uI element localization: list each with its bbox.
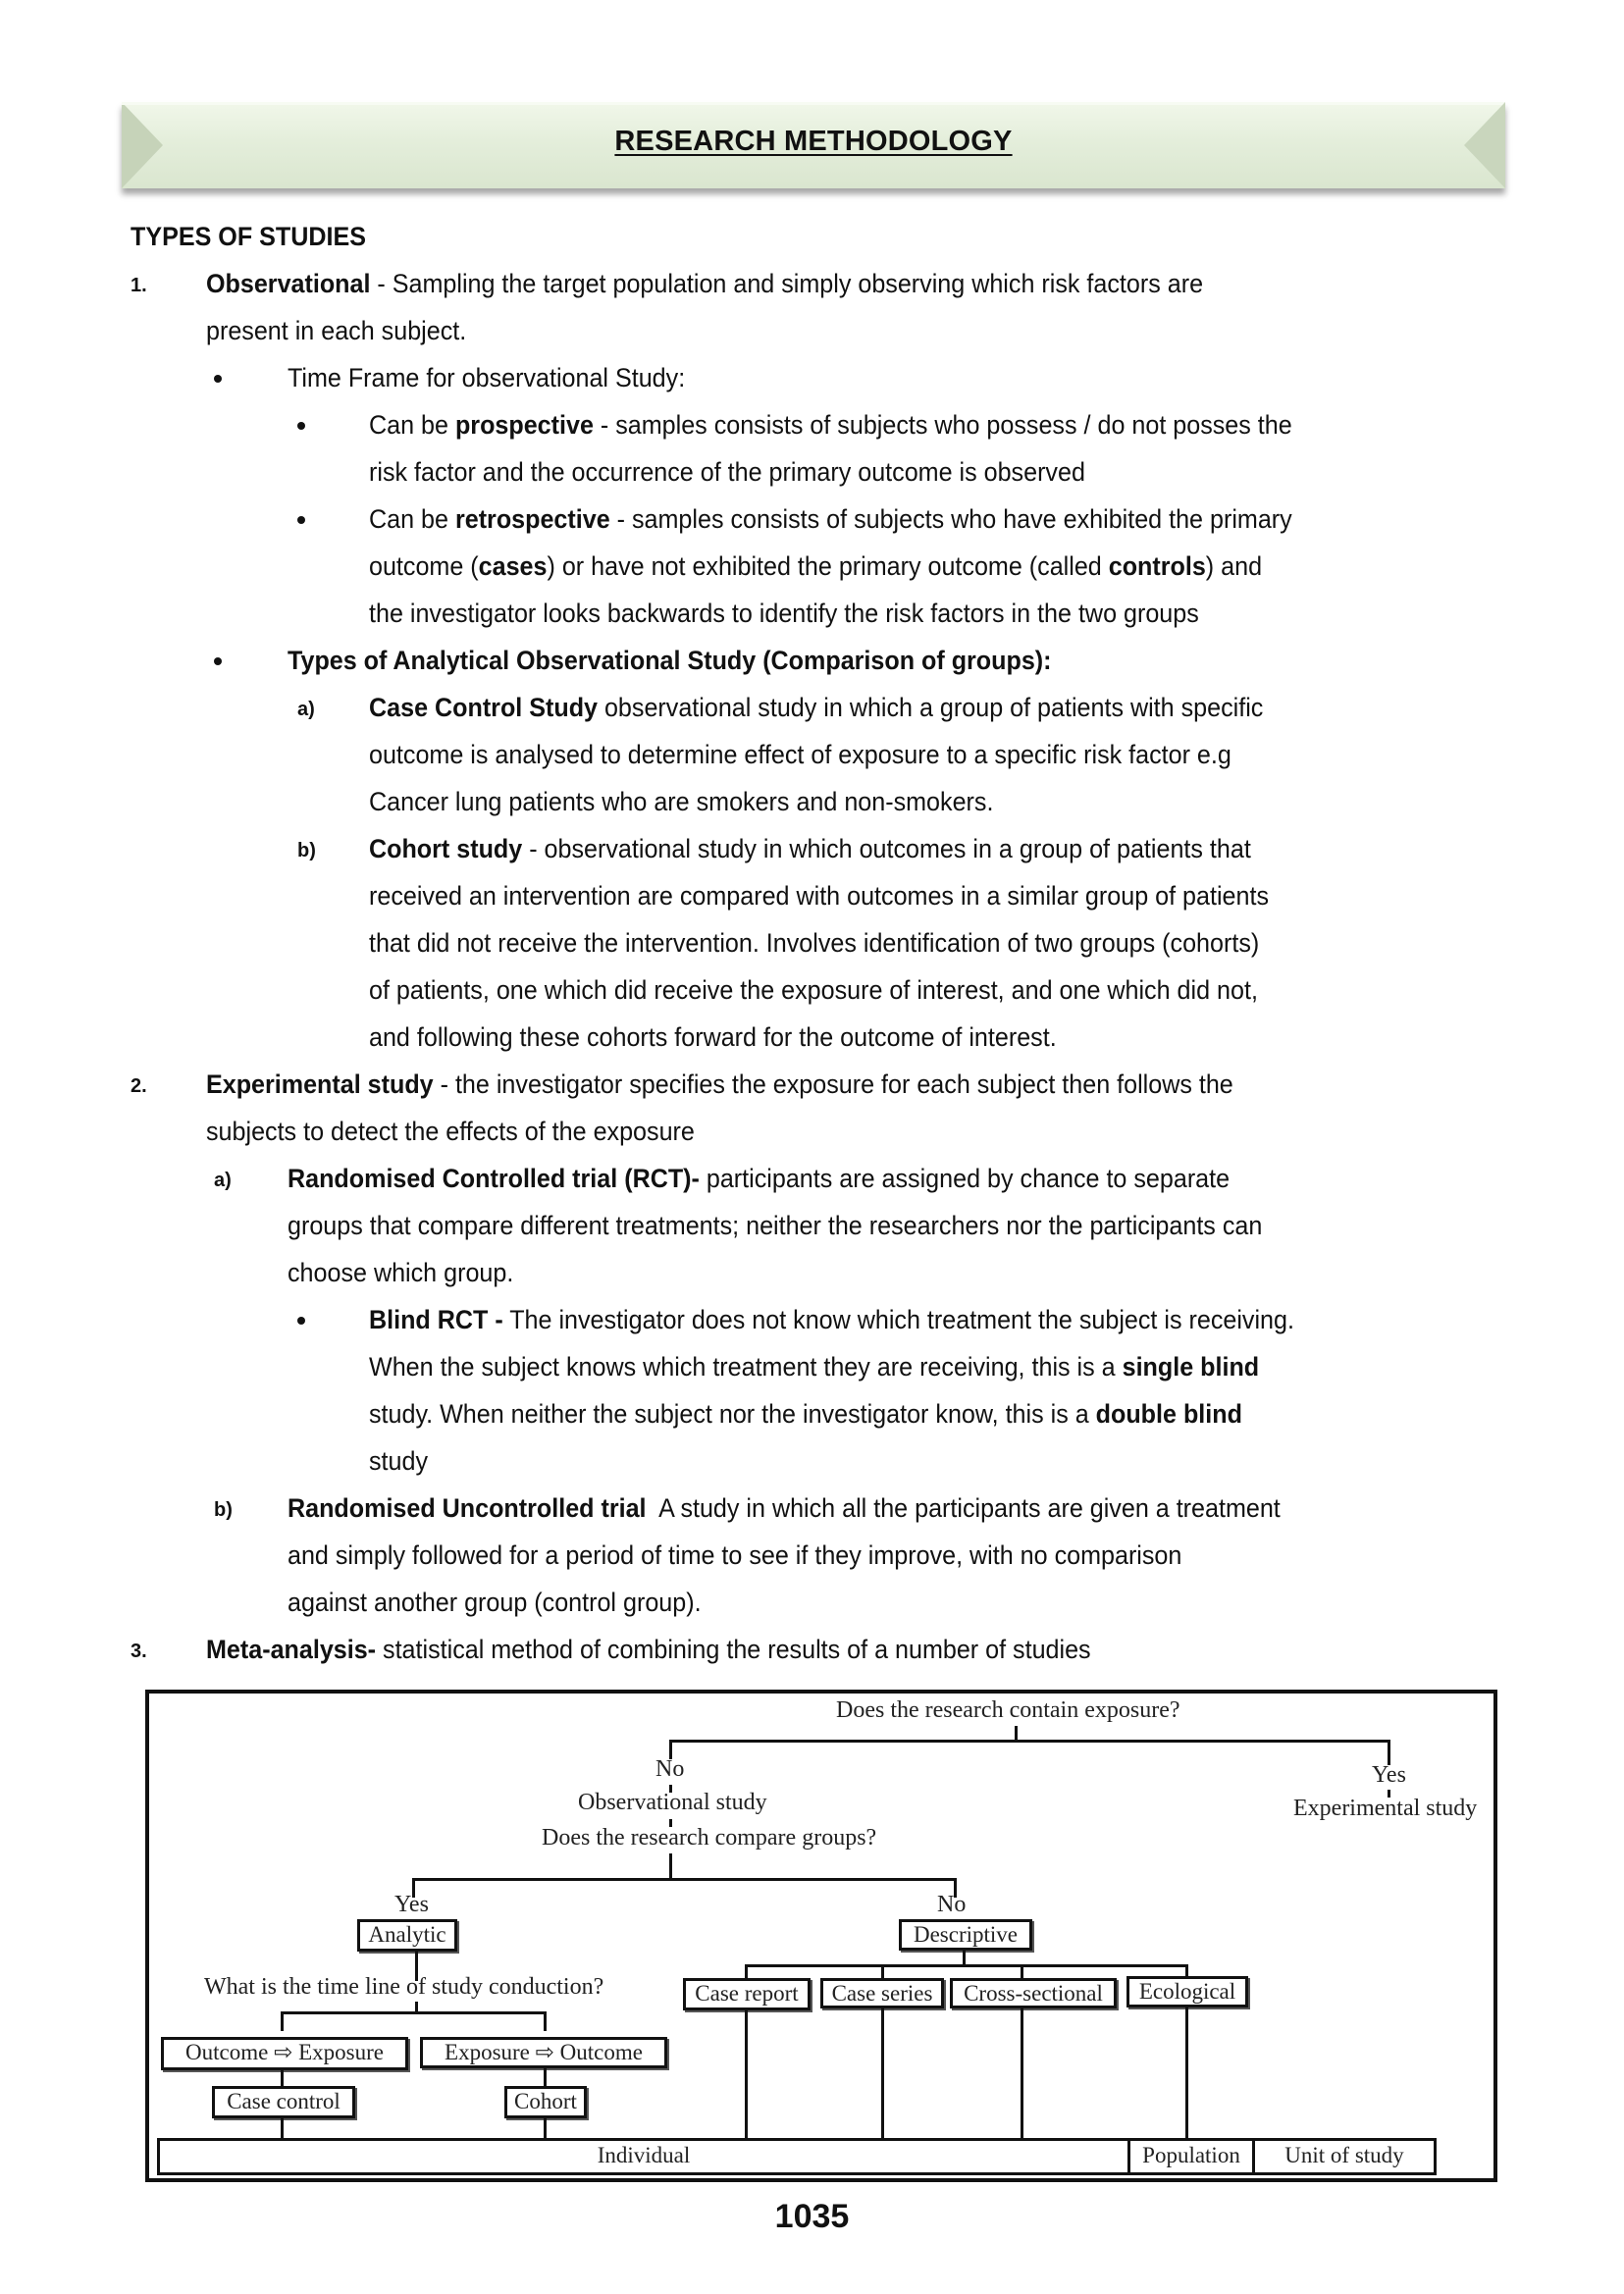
blind-line-4: study <box>369 1446 429 1476</box>
connector <box>745 2010 748 2140</box>
cohort-line-5: and following these cohorts forward for the outcome of interest. <box>369 1022 1057 1052</box>
text: Outcome <box>185 2040 269 2064</box>
uncontrolled-line-2: and simply followed for a period of time to see if they improve, with no comparison <box>288 1540 1182 1570</box>
list-marker-b: b) <box>214 1499 233 1521</box>
term-blind-rct: Blind RCT - <box>369 1305 503 1334</box>
question-compare-groups: Does the research compare groups? <box>542 1825 877 1851</box>
list-marker-a: a) <box>214 1170 232 1191</box>
term-double-blind: double blind <box>1095 1399 1242 1429</box>
connector <box>281 2011 547 2014</box>
rct-line-1 <box>288 1155 1230 1202</box>
text: ) and <box>1205 551 1263 581</box>
text: participants are assigned by chance to separate <box>699 1164 1231 1193</box>
text: ) or have not exhibited the primary outcome (called <box>547 551 1109 581</box>
cohort-line-2: received an intervention are compared with outcomes in a similar group of patients <box>369 881 1269 911</box>
retrospective-line-1 <box>369 495 1292 543</box>
text: Can be <box>369 410 455 440</box>
connector <box>669 1853 672 1879</box>
box-ecological: Ecological <box>1126 1976 1248 2007</box>
blind-line-1 <box>369 1296 1294 1343</box>
bar-unit-of-study: Unit of study <box>1252 2138 1437 2175</box>
term-controls: controls <box>1108 551 1206 581</box>
page-title-text: RESEARCH METHODOLOGY <box>614 126 1013 157</box>
label-yes: Yes <box>1372 1762 1406 1788</box>
bullet-icon <box>297 516 305 524</box>
list-marker-b: b) <box>297 840 316 861</box>
prospective-line-1 <box>369 401 1292 448</box>
term-cases: cases <box>478 551 548 581</box>
connector <box>1021 1964 1023 1978</box>
connector <box>281 2118 284 2140</box>
box-case-control: Case control <box>212 2086 355 2118</box>
term-experimental: Experimental study <box>206 1069 434 1099</box>
term-cohort: Cohort study <box>369 834 523 863</box>
connector <box>544 2118 547 2140</box>
text: - samples consists of subjects who have exhibited the primary <box>609 504 1292 534</box>
bullet-icon <box>214 657 222 665</box>
section-title: TYPES OF STUDIES <box>131 222 366 251</box>
retrospective-line-2 <box>369 543 1262 590</box>
term-single-blind: single blind <box>1122 1352 1260 1382</box>
text: The investigator does not know which treatment the subject is receiving. <box>502 1305 1294 1334</box>
connector <box>1185 2007 1188 2140</box>
bullet-icon <box>214 375 222 383</box>
list-number-3: 3. <box>131 1641 147 1662</box>
term-prospective: prospective <box>454 410 594 440</box>
connector <box>881 2008 884 2140</box>
label-experimental-study: Experimental study <box>1293 1796 1478 1821</box>
box-case-report: Case report <box>683 1978 811 2010</box>
study-type-flowchart <box>145 1690 1497 2182</box>
text: Can be <box>369 504 455 534</box>
box-exposure-to-outcome <box>420 2037 667 2068</box>
text: - Sampling the target population and simply observing which risk factors are <box>370 269 1204 298</box>
uncontrolled-line-3: against another group (control group). <box>288 1588 702 1617</box>
banner-highlight <box>122 102 1505 105</box>
text: study. When neither the subject nor the investigator know, this is a <box>369 1399 1096 1429</box>
term-uncontrolled: Randomised Uncontrolled trial <box>288 1493 647 1523</box>
connector <box>1021 2008 1023 2140</box>
term-retrospective: retrospective <box>454 504 610 534</box>
blind-line-2 <box>369 1343 1259 1390</box>
term-meta-analysis: Meta-analysis- <box>206 1635 377 1664</box>
page-number: 1035 <box>774 2198 850 2235</box>
observational-line-1 <box>206 260 1203 307</box>
box-cross-sectional: Cross-sectional <box>950 1978 1117 2008</box>
text: statistical method of combining the results of a number of studies <box>376 1635 1091 1664</box>
uncontrolled-line-1 <box>288 1485 1281 1532</box>
timeframe-label: Time Frame for observational Study: <box>288 363 686 392</box>
bullet-icon <box>297 422 305 430</box>
text: When the subject knows which treatment they are receiving, this is a <box>369 1352 1123 1382</box>
text: Exposure <box>445 2040 530 2064</box>
analytical-label: Types of Analytical Observational Study (Comparison of groups): <box>288 646 1052 675</box>
label-yes: Yes <box>394 1892 429 1917</box>
text: - observational study in which outcomes in a group of patients that <box>522 834 1251 863</box>
connector <box>412 1878 956 1881</box>
page-title <box>122 126 1505 158</box>
meta-analysis-line <box>206 1626 1091 1673</box>
box-cohort: Cohort <box>504 2086 587 2118</box>
label-no: No <box>937 1892 967 1917</box>
question-timeline: What is the time line of study conduction? <box>204 1974 604 2000</box>
box-outcome-to-exposure <box>161 2037 408 2070</box>
text: Outcome <box>559 2040 643 2064</box>
blind-line-3 <box>369 1390 1242 1437</box>
header-banner <box>122 102 1505 188</box>
box-descriptive: Descriptive <box>899 1919 1032 1951</box>
experimental-line-1 <box>206 1061 1233 1108</box>
case-control-line-3: Cancer lung patients who are smokers and non-smokers. <box>369 787 994 816</box>
case-control-line-1 <box>369 684 1263 731</box>
connector <box>544 2068 547 2086</box>
label-observational-study: Observational study <box>578 1790 767 1815</box>
term-rct: Randomised Controlled trial (RCT)- <box>288 1164 700 1193</box>
bullet-icon <box>297 1317 305 1325</box>
rct-line-3: choose which group. <box>288 1258 514 1287</box>
box-case-series: Case series <box>820 1978 944 2008</box>
connector <box>281 2011 284 2031</box>
connector <box>745 1964 1188 1967</box>
arrow-right-icon: ⇨ <box>274 2040 293 2064</box>
text: observational study in which a group of patients with specific <box>597 693 1264 722</box>
bar-individual: Individual <box>157 2138 1130 2175</box>
list-marker-a: a) <box>297 699 315 720</box>
connector <box>544 2011 547 2031</box>
cohort-line-1 <box>369 825 1251 872</box>
text: A study in which all the participants are given a treatment <box>646 1493 1281 1523</box>
retrospective-line-3: the investigator looks backwards to identify the risk factors in the two groups <box>369 599 1199 628</box>
text: outcome ( <box>369 551 479 581</box>
term-case-control: Case Control Study <box>369 693 598 722</box>
text: Exposure <box>298 2040 384 2064</box>
rct-line-2: groups that compare different treatments; neither the researchers nor the participants can <box>288 1211 1263 1240</box>
connector <box>669 1740 1389 1743</box>
box-analytic: Analytic <box>357 1919 457 1952</box>
list-number-1: 1. <box>131 275 147 296</box>
cohort-line-3: that did not receive the intervention. Involves identification of two groups (cohorts) <box>369 928 1260 958</box>
cohort-line-4: of patients, one which did receive the exposure of interest, and one which did not, <box>369 975 1258 1005</box>
question-exposure: Does the research contain exposure? <box>836 1697 1180 1723</box>
experimental-line-2: subjects to detect the effects of the exposure <box>206 1117 695 1146</box>
prospective-line-2: risk factor and the occurrence of the primary outcome is observed <box>369 457 1085 487</box>
arrow-right-icon: ⇨ <box>535 2040 554 2064</box>
connector <box>881 1964 884 1978</box>
list-number-2: 2. <box>131 1075 147 1097</box>
case-control-line-2: outcome is analysed to determine effect of exposure to a specific risk factor e.g <box>369 740 1231 769</box>
term-observational: Observational <box>206 269 371 298</box>
bar-population: Population <box>1127 2138 1255 2175</box>
text: - samples consists of subjects who possess / do not posses the <box>593 410 1292 440</box>
text: - the investigator specifies the exposure for each subject then follows the <box>433 1069 1233 1099</box>
connector <box>281 2070 284 2086</box>
observational-line-2: present in each subject. <box>206 316 467 345</box>
label-no: No <box>655 1756 685 1782</box>
